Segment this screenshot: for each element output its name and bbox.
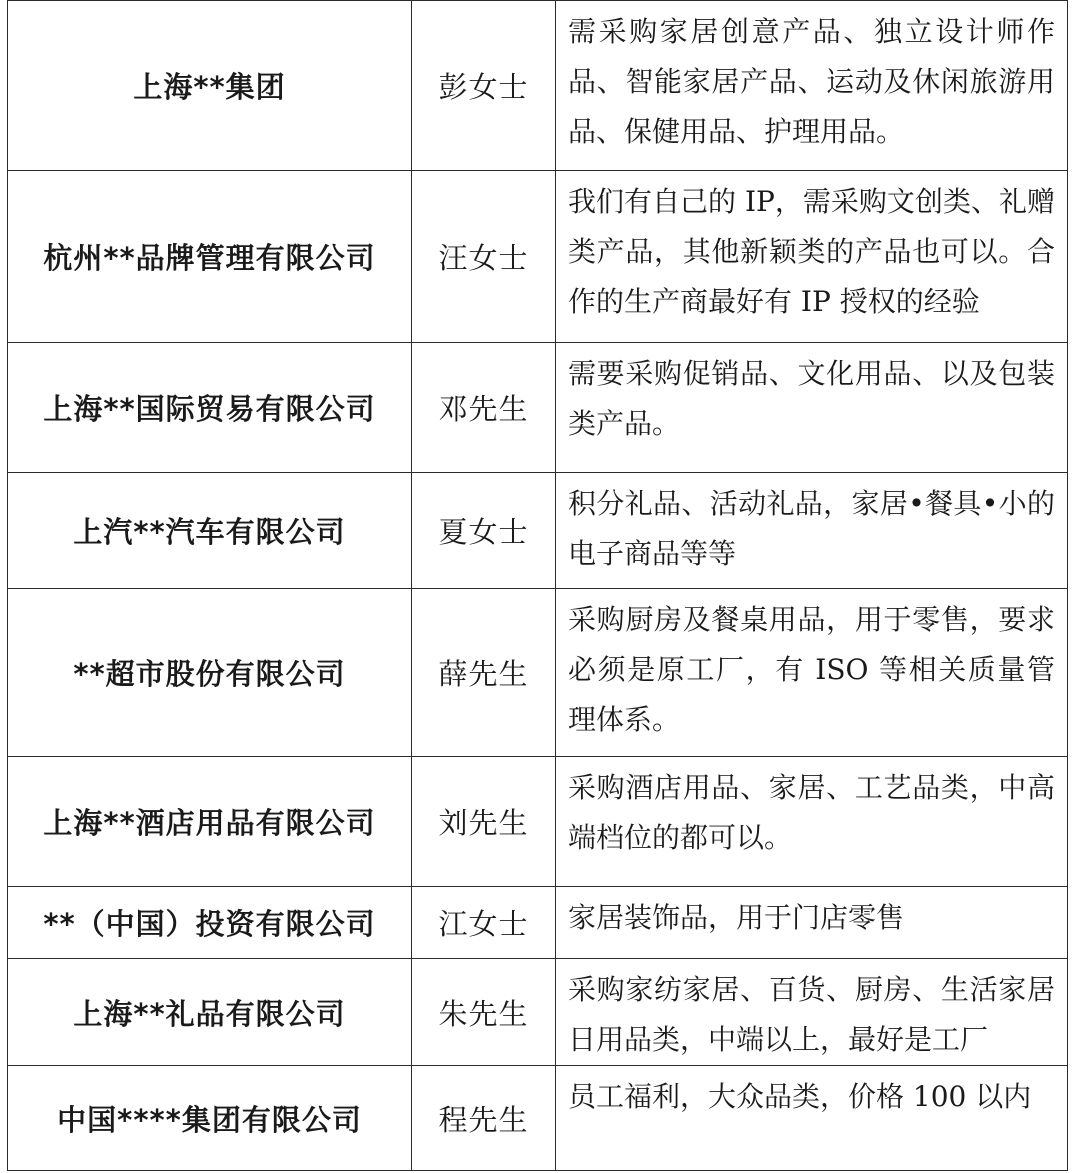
purchase-needs: 我们有自己的 IP，需采购文创类、礼赠类产品，其他新颖类的产品也可以。合作的生产商最好有 IP 授权的经验	[556, 171, 1068, 343]
company-name: 上海**礼品有限公司	[8, 959, 412, 1066]
contact-name: 朱先生	[412, 959, 556, 1066]
purchase-needs: 采购家纺家居、百货、厨房、生活家居日用品类，中端以上，最好是工厂	[556, 959, 1068, 1066]
table-row	[8, 589, 1068, 757]
company-name: **超市股份有限公司	[8, 589, 412, 757]
purchase-needs: 家居装饰品，用于门店零售	[556, 887, 1068, 959]
contact-name: 彭女士	[412, 1, 556, 171]
contact-name: 程先生	[412, 1066, 556, 1171]
table-row	[8, 959, 1068, 1066]
purchase-needs: 积分礼品、活动礼品，家居•餐具•小的电子商品等等	[556, 473, 1068, 589]
table-row	[8, 757, 1068, 887]
company-name: **（中国）投资有限公司	[8, 887, 412, 959]
contact-name: 薛先生	[412, 589, 556, 757]
table-row	[8, 343, 1068, 473]
company-name: 上海**酒店用品有限公司	[8, 757, 412, 887]
table-row	[8, 171, 1068, 343]
company-name: 中国****集团有限公司	[8, 1066, 412, 1171]
contact-name: 刘先生	[412, 757, 556, 887]
buyer-table	[7, 0, 1068, 1171]
table-row	[8, 1, 1068, 171]
table-row	[8, 887, 1068, 959]
purchase-needs: 采购酒店用品、家居、工艺品类，中高端档位的都可以。	[556, 757, 1068, 887]
company-name: 杭州**品牌管理有限公司	[8, 171, 412, 343]
purchase-needs: 员工福利，大众品类，价格 100 以内	[556, 1066, 1068, 1171]
contact-name: 汪女士	[412, 171, 556, 343]
purchase-needs: 需要采购促销品、文化用品、以及包装类产品。	[556, 343, 1068, 473]
purchase-needs: 采购厨房及餐桌用品，用于零售，要求必须是原工厂，有 ISO 等相关质量管理体系。	[556, 589, 1068, 757]
company-name: 上海**集团	[8, 1, 412, 171]
company-name: 上海**国际贸易有限公司	[8, 343, 412, 473]
contact-name: 邓先生	[412, 343, 556, 473]
contact-name: 夏女士	[412, 473, 556, 589]
table-row	[8, 473, 1068, 589]
table-row	[8, 1066, 1068, 1171]
purchase-needs: 需采购家居创意产品、独立设计师作品、智能家居产品、运动及休闲旅游用品、保健用品、护理用品。	[556, 1, 1068, 171]
company-name: 上汽**汽车有限公司	[8, 473, 412, 589]
contact-name: 江女士	[412, 887, 556, 959]
